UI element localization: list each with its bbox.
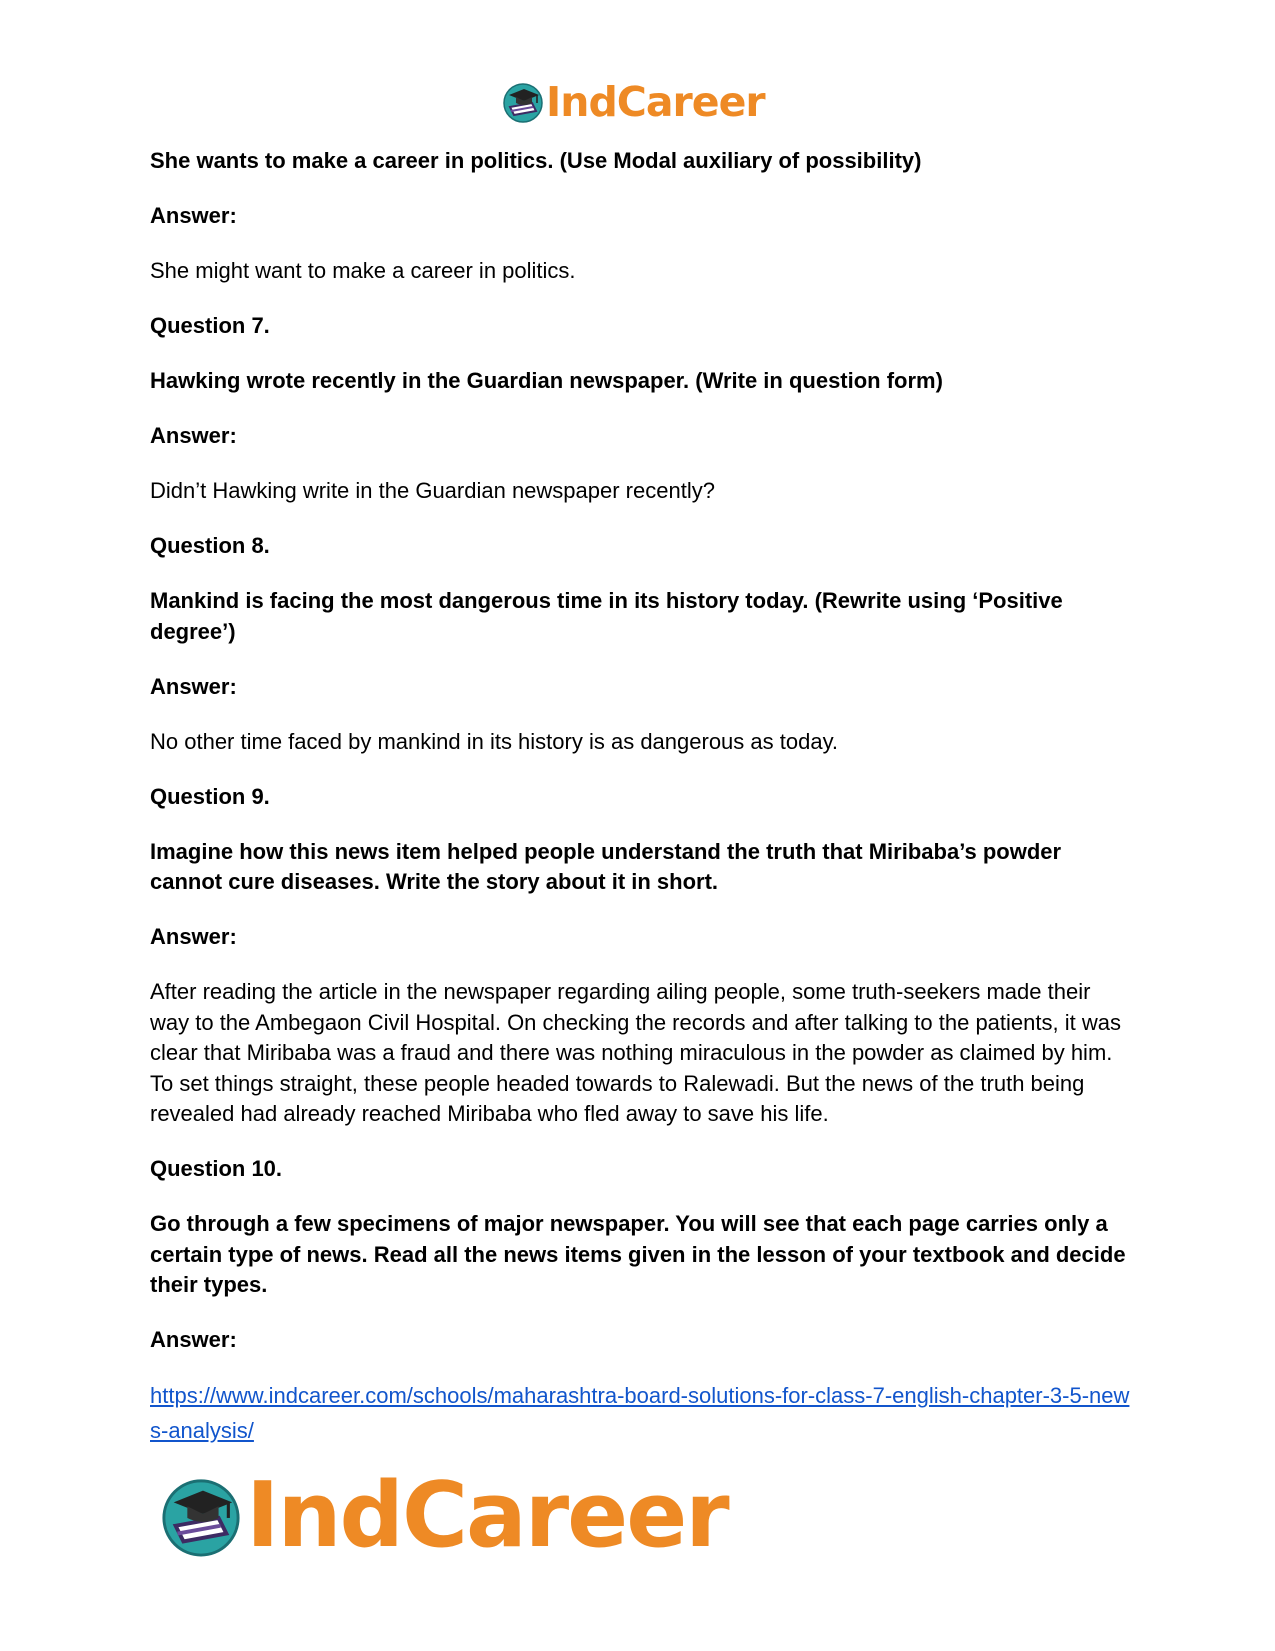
answer-label: Answer: [150,423,237,448]
question-heading: Question 10. [150,1156,283,1181]
answer-text: She might want to make a career in politics. [150,258,576,283]
answer-link-paragraph [150,1378,1130,1448]
answer-label: Answer: [150,673,237,699]
question-text: Go through a few specimens of major newspaper. You will see that each page carries only a certain type of news. Read all the news items given in the lesson of your textbook and decide their types. [150,1211,1126,1297]
logo-wordmark: IndCareer [546,77,765,126]
answer-text: No other time faced by mankind in its history is as dangerous as today. [150,728,839,754]
logo-wordmark: IndCareer [246,1463,728,1568]
question-heading: Question 8. [150,533,270,558]
question-text: Imagine how this news item helped people understand the truth that Miribaba’s powder cannot cure diseases. Write the story about it in short. [150,838,1062,894]
graduation-cap-book-icon [160,1475,242,1557]
answer-label: Answer: [150,203,237,228]
document-body [150,146,1130,1473]
answer-text: Didn’t Hawking write in the Guardian newspaper recently? [150,478,715,503]
footer-logo [160,1463,728,1568]
answer-text: After reading the article in the newspaper regarding ailing people, some truth-seekers made their way to the Ambegaon Civil Hospital. On checking the records and after talking to the patients, it was clear that Miribaba was a fraud and there was nothing miraculous in the powder as claimed by him. To set things straight, these people headed towards to Ralewadi. But the news of the truth being revealed had already reached Miribaba who fled away to save his life. [150,979,1121,1126]
graduation-cap-book-icon [502,81,544,123]
answer-label: Answer: [150,1327,237,1352]
question-heading: Question 7. [150,313,270,338]
solution-link[interactable]: https://www.indcareer.com/schools/maharashtra-board-solutions-for-class-7-english-chapter-3-5-news-analysis/ [150,1383,1130,1443]
header-logo [502,77,765,126]
question-heading: Question 9. [150,783,270,809]
question-text: Hawking wrote recently in the Guardian newspaper. (Write in question form) [150,368,943,393]
question-text: Mankind is facing the most dangerous time in its history today. (Rewrite using ‘Positive degree’) [150,588,1063,644]
answer-label: Answer: [150,924,237,949]
paragraph-1: She wants to make a career in politics. (Use Modal auxiliary of possibility) [150,148,922,173]
